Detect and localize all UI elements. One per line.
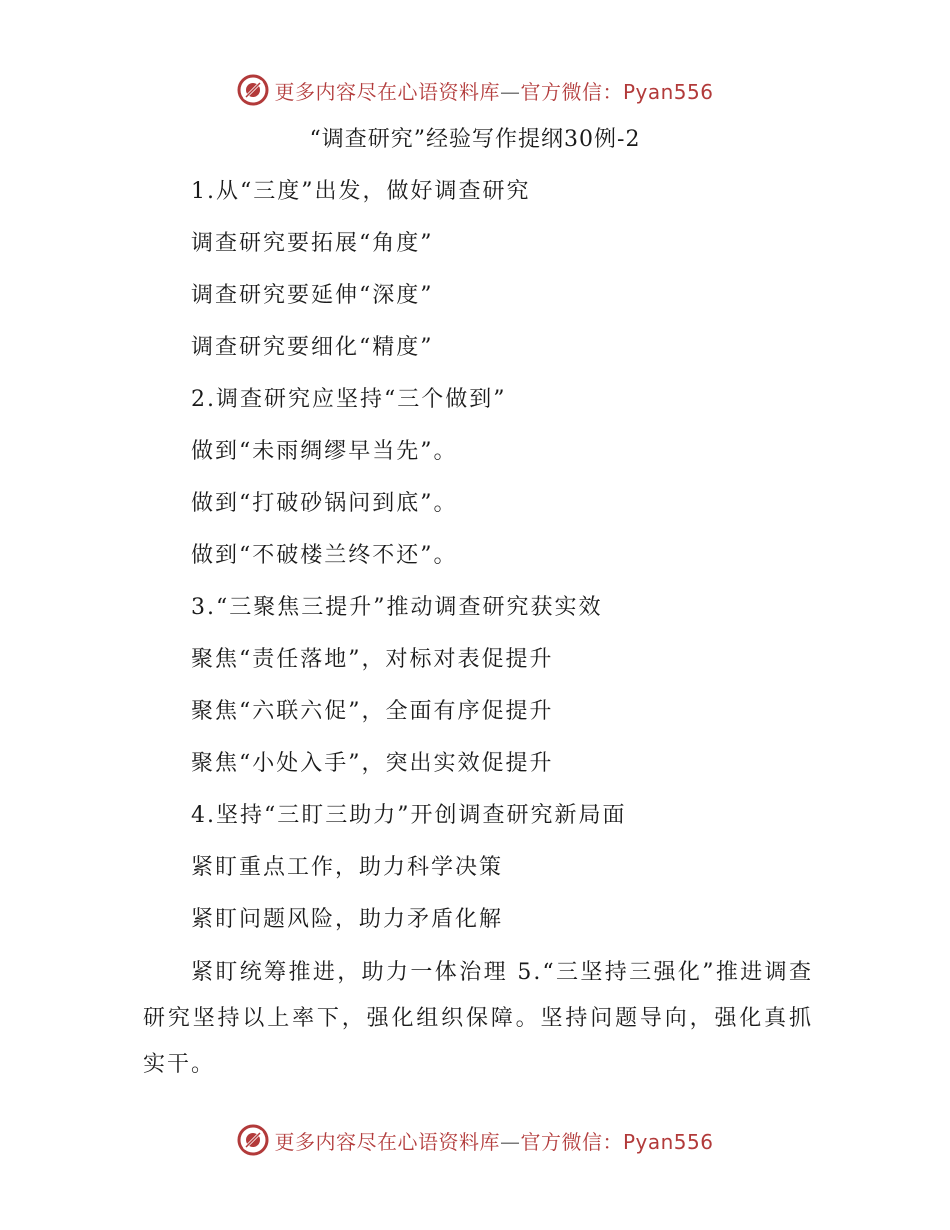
outline-line: 3.“三聚焦三提升”推动调查研究获实效 [191, 595, 603, 620]
banner-text: 更多内容尽在心语资料库—官方微信：Pyan556 [274, 1129, 714, 1154]
outline-line: 2.调查研究应坚持“三个做到” [191, 387, 507, 412]
banner-text: 更多内容尽在心语资料库—官方微信：Pyan556 [274, 79, 714, 104]
outline-line: 聚焦“小处入手”，突出实效促提升 [191, 751, 554, 776]
closing-paragraph: 紧盯统筹推进，助力一体治理 5.“三坚持三强化”推进调查研究坚持以上率下，强化组织保障。坚持问题导向，强化真抓实干。 [143, 960, 813, 1077]
outline-line: 4.坚持“三盯三助力”开创调查研究新局面 [191, 803, 627, 828]
header-banner [0, 70, 950, 110]
document-body [143, 166, 813, 1088]
outline-line: 紧盯重点工作，助力科学决策 [191, 855, 504, 880]
footer-banner [0, 1120, 950, 1160]
outline-line: 做到“打破砂锅问到底”。 [191, 491, 458, 516]
outline-line: 1.从“三度”出发，做好调查研究 [191, 179, 531, 204]
outline-line: 紧盯问题风险，助力矛盾化解 [191, 907, 504, 932]
outline-line: 做到“不破楼兰终不还”。 [191, 543, 458, 568]
document-title: “调查研究”经验写作提纲30例-2 [309, 127, 641, 152]
outline-line: 调查研究要细化“精度” [191, 335, 434, 360]
outline-line: 做到“未雨绸缪早当先”。 [191, 439, 458, 464]
logo-icon [236, 73, 270, 107]
outline-line: 调查研究要延伸“深度” [191, 283, 434, 308]
logo-icon [236, 1123, 270, 1157]
outline-line: 调查研究要拓展“角度” [191, 231, 434, 256]
outline-line: 聚焦“六联六促”，全面有序促提升 [191, 699, 554, 724]
outline-line: 聚焦“责任落地”，对标对表促提升 [191, 647, 554, 672]
